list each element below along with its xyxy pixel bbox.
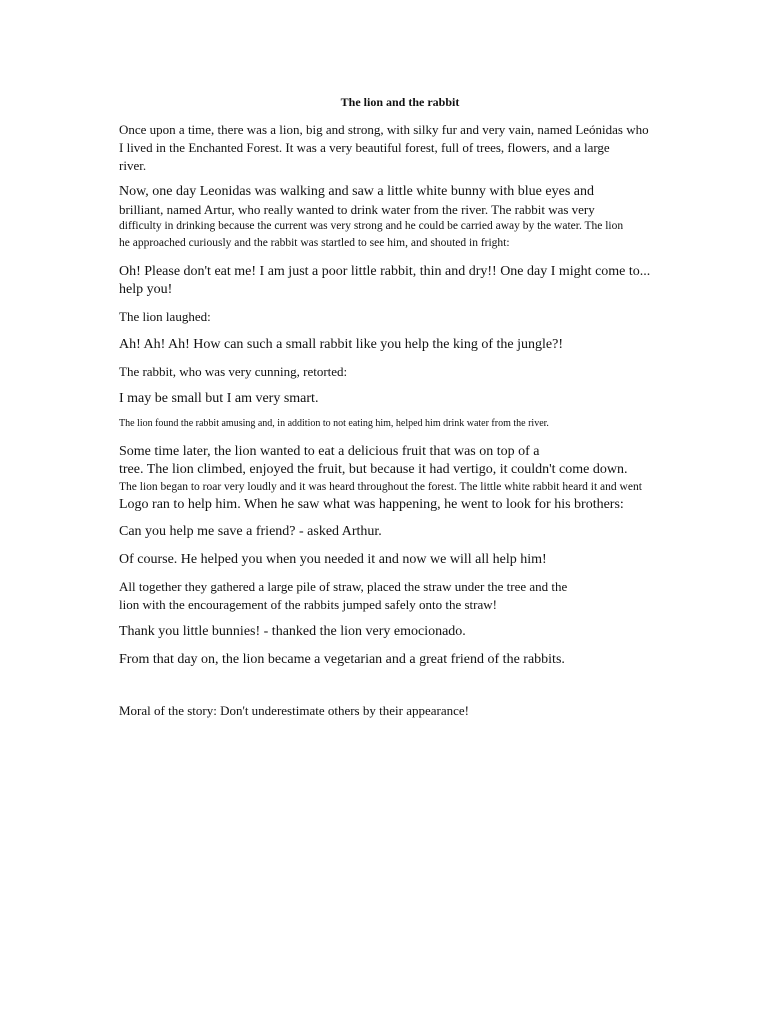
paragraph-9-line-3: The lion began to roar very loudly and it was heard throughout the forest. The little white rabbit heard it and went — [119, 481, 642, 493]
paragraph-12-line-1: All together they gathered a large pile of straw, placed the straw under the tree and the — [119, 579, 568, 594]
paragraph-9-line-4: Logo ran to help him. When he saw what was happening, he went to look for his brothers: — [119, 497, 624, 512]
paragraph-3-line-2: help you! — [119, 282, 173, 297]
paragraph-9-line-2: tree. The lion climbed, enjoyed the fruit, but because it had vertigo, it couldn't come down. — [119, 462, 628, 477]
paragraph-1-line-2: I lived in the Enchanted Forest. It was a very beautiful forest, full of trees, flowers, and a large — [119, 140, 610, 155]
paragraph-2-line-3: difficulty in drinking because the current was very strong and he could be carried away by the water. The lion — [119, 220, 624, 232]
paragraph-2-line-2: brilliant, named Artur, who really wanted to drink water from the river. The rabbit was very — [119, 202, 595, 217]
paragraph-8: The lion found the rabbit amusing and, in addition to not eating him, helped him drink water from the river. — [119, 418, 549, 429]
paragraph-5: Ah! Ah! Ah! How can such a small rabbit like you help the king of the jungle?! — [119, 337, 564, 352]
paragraph-13: Thank you little bunnies! - thanked the lion very emocionado. — [119, 624, 466, 639]
paragraph-1-line-3: river. — [119, 158, 147, 173]
paragraph-7: I may be small but I am very smart. — [119, 391, 319, 406]
paragraph-11: Of course. He helped you when you needed it and now we will all help him! — [119, 552, 547, 567]
paragraph-14: From that day on, the lion became a vegetarian and a great friend of the rabbits. — [119, 652, 565, 667]
paragraph-6: The rabbit, who was very cunning, retorted: — [119, 364, 348, 379]
paragraph-2-line-4: he approached curiously and the rabbit was startled to see him, and shouted in fright: — [119, 237, 510, 249]
moral-of-the-story: Moral of the story: Don't underestimate others by their appearance! — [119, 703, 469, 718]
paragraph-3-line-1: Oh! Please don't eat me! I am just a poor little rabbit, thin and dry!! One day I might come to... — [119, 264, 651, 279]
paragraph-4: The lion laughed: — [119, 309, 211, 324]
document-title: The lion and the rabbit — [340, 95, 460, 109]
paragraph-12-line-2: lion with the encouragement of the rabbits jumped safely onto the straw! — [119, 597, 497, 612]
paragraph-9-line-1: Some time later, the lion wanted to eat a delicious fruit that was on top of a — [119, 444, 540, 459]
paragraph-1-line-1: Once upon a time, there was a lion, big and strong, with silky fur and very vain, named Leónidas who — [119, 122, 649, 137]
paragraph-2-line-1: Now, one day Leonidas was walking and saw a little white bunny with blue eyes and — [119, 184, 594, 199]
paragraph-10: Can you help me save a friend? - asked Arthur. — [119, 524, 382, 539]
